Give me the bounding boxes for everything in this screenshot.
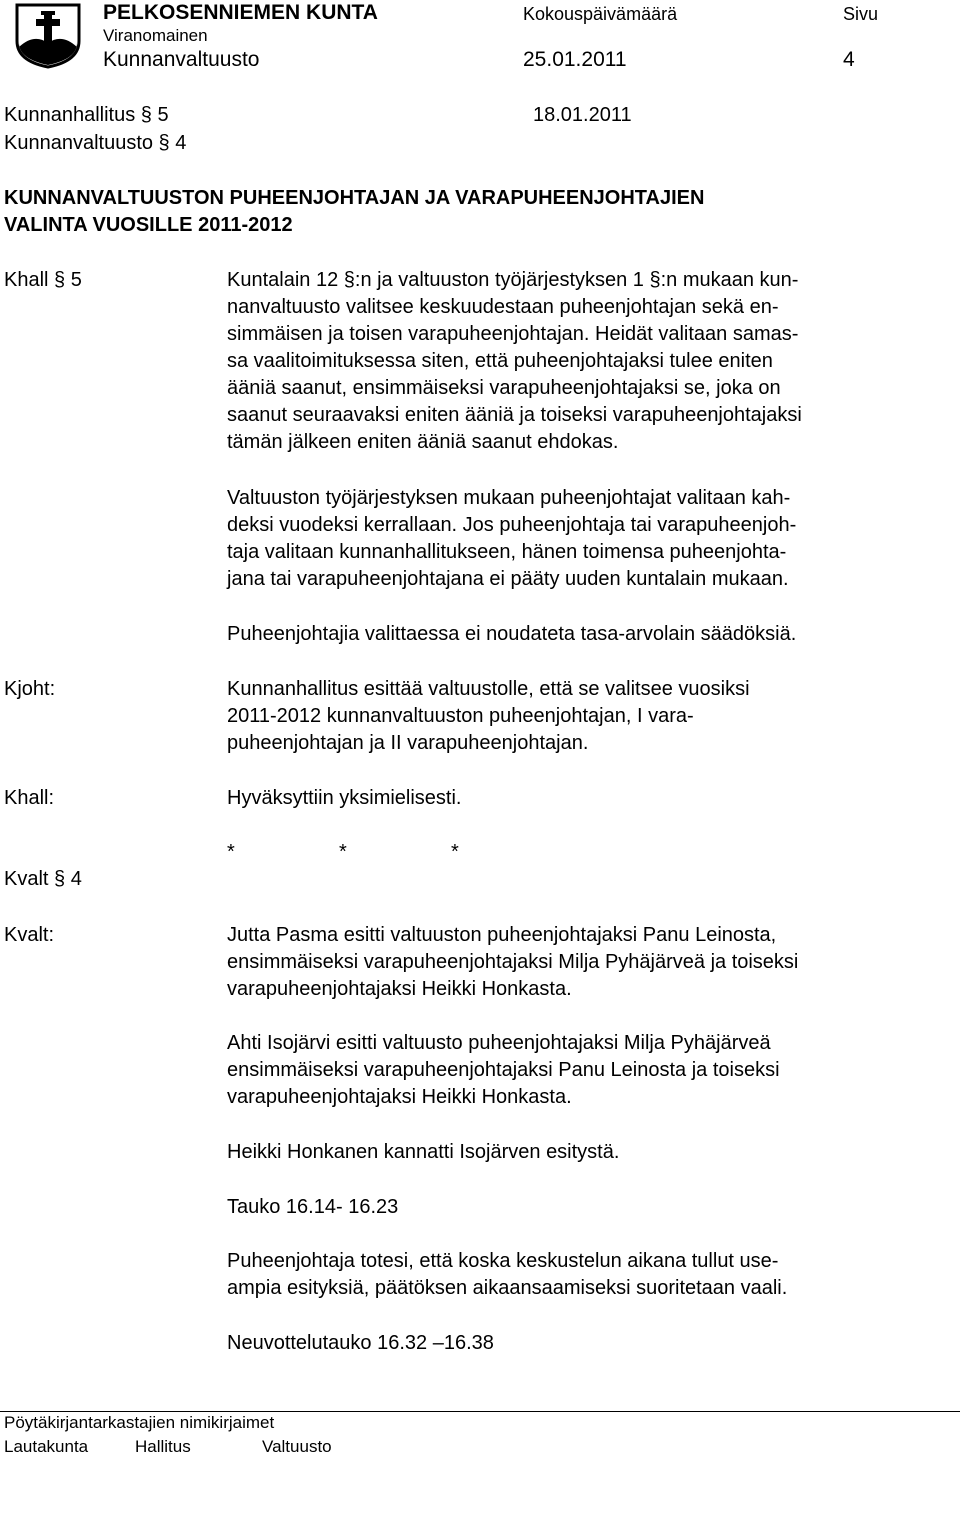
text-line: varapuheenjohtajaksi Heikki Honkasta. [227,978,572,1000]
section-title [4,185,704,239]
text-line: tämän jälkeen eniten ääniä saanut ehdokas. [227,431,619,453]
label-khall: Khall: [4,787,55,809]
footer-divider [0,1411,960,1412]
text-line: Neuvottelutauko 16.32 –16.38 [227,1332,494,1354]
text-line: Puheenjohtajia valittaessa ei noudateta tasa-arvolain säädöksiä. [227,623,797,645]
paragraph-kvalt-honkanen [227,1139,927,1166]
ref-kunnanvaltuusto: Kunnanvaltuusto § 4 [4,132,187,154]
authority-label: Viranomainen [103,26,208,45]
footer-col-valtuusto: Valtuusto [262,1437,332,1456]
ref-kunnanhallitus-date: 18.01.2011 [533,104,632,126]
separator-star: * [227,841,235,863]
footer-signatures-label: Pöytäkirjantarkastajien nimikirjaimet [4,1413,275,1432]
text-line: Kunnanhallitus esittää valtuustolle, että se valitsee vuosiksi [227,678,750,700]
label-kjoht: Kjoht: [4,678,56,700]
footer-col-lautakunta: Lautakunta [4,1437,89,1456]
text-line: Heikki Honkanen kannatti Isojärven esitystä. [227,1141,620,1163]
meeting-date-label: Kokouspäivämäärä [523,4,678,24]
paragraph-kvalt-isojarvi [227,1030,927,1111]
label-khall-5: Khall § 5 [4,269,82,291]
text-line: Kuntalain 12 §:n ja valtuuston työjärjestyksen 1 §:n mukaan kun- [227,269,799,291]
paragraph-kvalt-puheenjohtaja [227,1248,927,1302]
text-line: Tauko 16.14- 16.23 [227,1196,399,1218]
text-line: ääniä saanut, ensimmäiseksi varapuheenjohtajaksi se, joka on [227,377,781,399]
meeting-date: 25.01.2011 [523,48,627,71]
paragraph-tasa-arvolaki [227,621,927,648]
text-line: puheenjohtajan ja II varapuheenjohtajan. [227,732,589,754]
section-title-line: VALINTA VUOSILLE 2011-2012 [4,214,293,236]
authority-name: Kunnanvaltuusto [103,48,260,71]
text-line: taja valitaan kunnanhallitukseen, hänen toimensa puheenjohta- [227,541,787,563]
text-line: simmäisen ja toisen varapuheenjohtajan. Heidät valitaan samas- [227,323,799,345]
paragraph-kvalt-tauko [227,1194,927,1221]
text-line: varapuheenjohtajaksi Heikki Honkasta. [227,1086,572,1108]
municipality-name: PELKOSENNIEMEN KUNTA [103,1,378,24]
paragraph-kvalt-neuvottelutauko [227,1330,927,1357]
page-label: Sivu [843,4,879,24]
text-line: deksi vuodeksi kerrallaan. Jos puheenjohtaja tai varapuheenjoh- [227,514,797,536]
text-line: Jutta Pasma esitti valtuuston puheenjohtajaksi Panu Leinosta, [227,924,777,946]
label-kvalt-4: Kvalt § 4 [4,868,82,890]
page-number: 4 [843,48,855,71]
coat-of-arms-logo [14,3,82,69]
paragraph-kuntalaki [227,267,927,456]
text-line: Hyväksyttiin yksimielisesti. [227,787,462,809]
separator-star: * [339,841,347,863]
separator-star: * [451,841,459,863]
text-line: sa vaalitoimituksessa siten, että puheenjohtajaksi tulee eniten [227,350,773,372]
text-line: Ahti Isojärvi esitti valtuusto puheenjohtajaksi Milja Pyhäjärveä [227,1032,771,1054]
text-line: Puheenjohtaja totesi, että koska keskustelun aikana tullut use- [227,1250,779,1272]
text-line: ensimmäiseksi varapuheenjohtajaksi Panu Leinosta ja toiseksi [227,1059,780,1081]
text-line: 2011-2012 kunnanvaltuuston puheenjohtajan, I vara- [227,705,694,727]
paragraph-khall-decision [227,785,927,812]
text-line: jana tai varapuheenjohtajana ei pääty uuden kuntalain mukaan. [227,568,789,590]
text-line: Valtuuston työjärjestyksen mukaan puheenjohtajat valitaan kah- [227,487,791,509]
ref-kunnanhallitus: Kunnanhallitus § 5 [4,104,169,126]
label-kvalt: Kvalt: [4,924,55,946]
footer-col-hallitus: Hallitus [135,1437,191,1456]
section-title-line: KUNNANVALTUUSTON PUHEENJOHTAJAN JA VARAPUHEENJOHTAJIEN [4,187,705,209]
paragraph-tyojarjestys [227,485,927,593]
text-line: ensimmäiseksi varapuheenjohtajaksi Milja Pyhäjärveä ja toiseksi [227,951,799,973]
text-line: nanvaltuusto valitsee keskuudestaan puheenjohtajan sekä en- [227,296,779,318]
text-line: ampia esityksiä, päätöksen aikaansaamiseksi suoritetaan vaali. [227,1277,788,1299]
paragraph-kvalt-pasma [227,922,927,1003]
text-line: saanut seuraavaksi eniten ääniä ja toiseksi varapuheenjohtajaksi [227,404,802,426]
paragraph-kjoht-proposal [227,676,927,757]
